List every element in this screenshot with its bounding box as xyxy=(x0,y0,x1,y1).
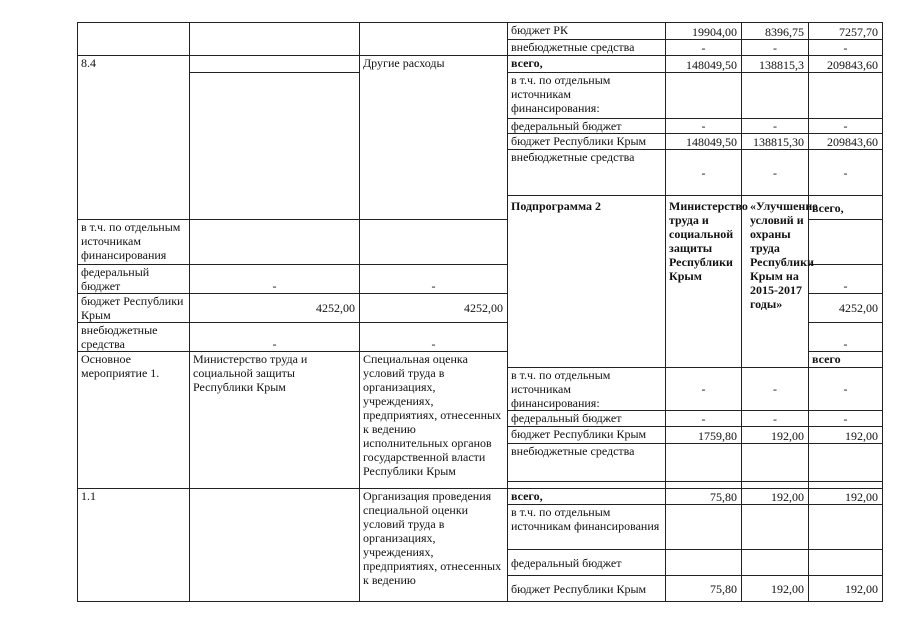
value-2015: - xyxy=(666,119,742,134)
fin-source: внебюджетные средства xyxy=(78,323,190,352)
fin-source: федеральный бюджет xyxy=(508,119,666,134)
value-2017: - xyxy=(809,119,883,134)
fin-source: бюджет Республики Крым xyxy=(508,134,666,150)
fin-source: бюджет Республики Крым xyxy=(508,427,666,444)
cell xyxy=(809,73,883,119)
cell xyxy=(809,220,883,265)
value-2017: - xyxy=(809,40,883,56)
value-2016: 8396,75 xyxy=(742,23,809,40)
cell xyxy=(360,220,508,265)
value-2015: 4252,00 xyxy=(190,294,360,323)
cell xyxy=(360,23,508,56)
value-2016: - xyxy=(742,40,809,56)
value-2017: 192,00 xyxy=(809,576,883,602)
value-2017: - xyxy=(809,150,883,196)
value-2016: 138815,3 xyxy=(742,56,809,73)
fin-source: бюджет Республики Крым xyxy=(78,294,190,323)
value-2016: 4252,00 xyxy=(360,294,508,323)
row-number: 1.1 xyxy=(78,489,190,602)
value-2016: 192,00 xyxy=(742,489,809,505)
fin-source: в т.ч. по отдельным источникам финансирования xyxy=(508,505,666,550)
value-2015: - xyxy=(666,150,742,196)
cell xyxy=(809,482,883,489)
value-2016: - xyxy=(742,119,809,134)
value-2015: 19904,00 xyxy=(666,23,742,40)
executor: Министерство труда и социальной защиты Республики Крым xyxy=(190,352,360,489)
cell xyxy=(666,444,742,482)
value-2015: - xyxy=(190,265,360,294)
cell xyxy=(742,505,809,550)
cell xyxy=(190,23,360,56)
value-2016: 138815,30 xyxy=(742,134,809,150)
activity-name: Организация проведения специальной оценки условий труда в организациях, учреждениях, предприятиях, отнесенных к ведению xyxy=(360,489,508,602)
fin-source: бюджет РК xyxy=(508,23,666,40)
budget-table xyxy=(77,22,883,602)
cell xyxy=(190,56,360,73)
cell xyxy=(666,505,742,550)
cell xyxy=(666,550,742,576)
activity-name: Другие расходы xyxy=(360,56,508,220)
fin-source: федеральный бюджет xyxy=(508,550,666,576)
value-2017: - xyxy=(809,323,883,352)
fin-source: в т.ч. по отдельным источникам финансирования: xyxy=(508,73,666,119)
value-2015: 1759,80 xyxy=(666,427,742,444)
row-number: 8.4 xyxy=(78,56,190,220)
value-2017: 7257,70 xyxy=(809,23,883,40)
value-2015: - xyxy=(666,368,742,411)
executor xyxy=(190,73,360,220)
value-2017: 192,00 xyxy=(809,489,883,505)
fin-source: внебюджетные средства xyxy=(508,150,666,196)
table-row xyxy=(78,23,883,40)
value-2017: 4252,00 xyxy=(809,294,883,323)
value-2015: 75,80 xyxy=(666,489,742,505)
fin-source: федеральный бюджет xyxy=(508,411,666,427)
fin-source: внебюджетные средства xyxy=(508,444,666,482)
value-2017: 209843,60 xyxy=(809,56,883,73)
row-number: Основное мероприятие 1. xyxy=(78,352,190,489)
fin-source: бюджет Республики Крым xyxy=(508,576,666,602)
fin-source: в т.ч. по отдельным источникам финансирования: xyxy=(508,368,666,411)
executor: Министерство труда и социальной защиты Республики Крым xyxy=(666,196,742,368)
value-2017: 192,00 xyxy=(809,427,883,444)
fin-source: внебюджетные средства xyxy=(508,40,666,56)
cell xyxy=(190,220,360,265)
value-2015: 148049,50 xyxy=(666,134,742,150)
cell xyxy=(809,505,883,550)
cell xyxy=(742,73,809,119)
cell xyxy=(809,550,883,576)
value-2015: - xyxy=(666,411,742,427)
value-2016: 192,00 xyxy=(742,427,809,444)
value-2016: - xyxy=(742,150,809,196)
value-2015: 148049,50 xyxy=(666,56,742,73)
table-row xyxy=(78,489,883,505)
activity-name: «Улучшение условий и охраны труда Республики Крым на 2015-2017 годы» xyxy=(742,196,809,368)
cell xyxy=(666,482,742,489)
cell xyxy=(508,482,666,489)
table-row xyxy=(78,56,883,73)
value-2015: - xyxy=(666,40,742,56)
value-2016: - xyxy=(360,265,508,294)
value-2017: 209843,60 xyxy=(809,134,883,150)
value-2017: - xyxy=(809,265,883,294)
executor xyxy=(190,489,360,602)
cell xyxy=(742,550,809,576)
cell xyxy=(742,444,809,482)
activity-name: Специальная оценка условий труда в организациях, учреждениях, предприятиях, отнесенных к ведению исполнительных органов государственной власти Республики Крым xyxy=(360,352,508,489)
cell xyxy=(666,73,742,119)
row-number: Подпрограмма 2 xyxy=(508,196,666,368)
value-2016: - xyxy=(742,368,809,411)
fin-source: всего, xyxy=(508,489,666,505)
fin-source: федеральный бюджет xyxy=(78,265,190,294)
cell xyxy=(78,23,190,56)
value-2016: - xyxy=(742,411,809,427)
value-2017: - xyxy=(809,411,883,427)
value-2016: 192,00 xyxy=(742,576,809,602)
fin-source: всего, xyxy=(508,56,666,73)
value-2016: - xyxy=(360,323,508,352)
cell xyxy=(742,482,809,489)
fin-source: всего xyxy=(809,352,883,368)
fin-source: в т.ч. по отдельным источникам финансирования xyxy=(78,220,190,265)
value-2015: 75,80 xyxy=(666,576,742,602)
value-2017: - xyxy=(809,368,883,411)
fin-source: всего, xyxy=(809,196,883,220)
value-2015: - xyxy=(190,323,360,352)
cell xyxy=(809,444,883,482)
